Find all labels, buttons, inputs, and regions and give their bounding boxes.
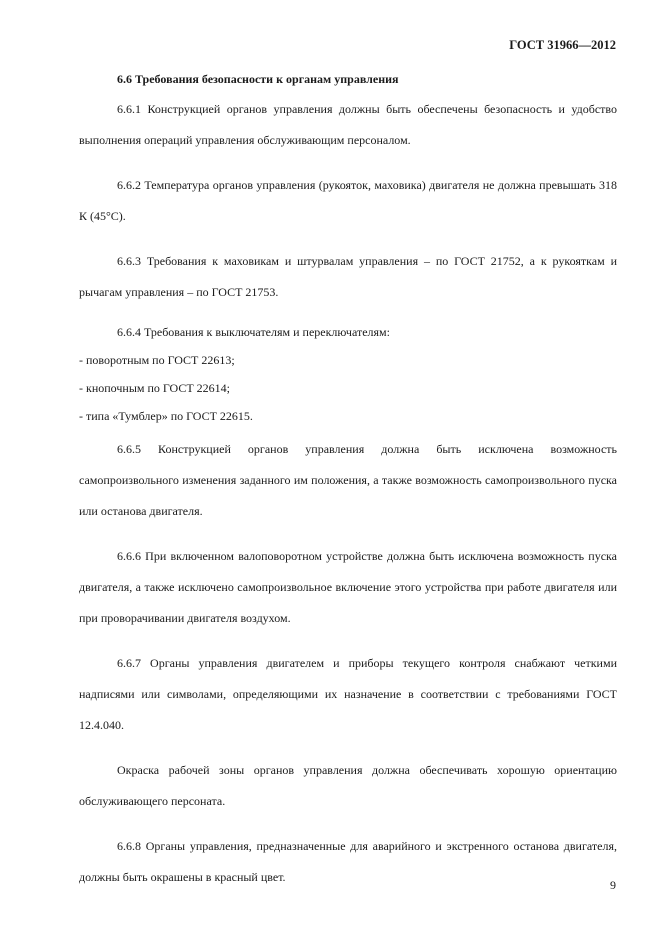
paragraph-6-6-1: 6.6.1 Конструкцией органов управления должны быть обеспечены безопасность и удобство выполнения операций управления обслуживающим персоналом. — [79, 102, 617, 147]
document-body — [79, 72, 617, 907]
page-number: 9 — [610, 878, 616, 892]
paragraph-6-6-4: 6.6.4 Требования к выключателям и переключателям: — [117, 325, 390, 339]
list-item: - поворотным по ГОСТ 22613; — [79, 353, 235, 367]
paragraph-coloring: Окраска рабочей зоны органов управления должна обеспечивать хорошую ориентацию обслуживающего персоната. — [79, 763, 617, 808]
paragraph-6-6-3: 6.6.3 Требования к маховикам и штурвалам управления – по ГОСТ 21752, а к рукояткам и рычагам управления – по ГОСТ 21753. — [79, 254, 617, 299]
paragraph-6-6-6: 6.6.6 При включенном валоповоротном устройстве должна быть исключена возможность пуска двигателя, а также исключено самопроизвольное включение этого устройства при работе двигателя или при проворачивании двигателя воздухом. — [79, 549, 617, 625]
standard-code-header: ГОСТ 31966—2012 — [509, 38, 616, 52]
paragraph-6-6-5: 6.6.5 Конструкцией органов управления должна быть исключена возможность самопроизвольного изменения заданного им положения, а также возможность самопроизвольного пуска или останова двигателя. — [79, 442, 617, 518]
list-item: - типа «Тумблер» по ГОСТ 22615. — [79, 409, 253, 423]
paragraph-6-6-7: 6.6.7 Органы управления двигателем и приборы текущего контроля снабжают четкими надписями или символами, определяющими их назначение в соответствии с требованиями ГОСТ 12.4.040. — [79, 656, 617, 732]
paragraph-6-6-2: 6.6.2 Температура органов управления (рукояток, маховика) двигателя не должна превышать 318 К (45°С). — [79, 178, 617, 223]
paragraph-6-6-8: 6.6.8 Органы управления, предназначенные для аварийного и экстренного останова двигателя, должны быть окрашены в красный цвет. — [79, 839, 617, 884]
list-item: - кнопочным по ГОСТ 22614; — [79, 381, 231, 395]
section-title: 6.6 Требования безопасности к органам управления — [117, 72, 399, 86]
